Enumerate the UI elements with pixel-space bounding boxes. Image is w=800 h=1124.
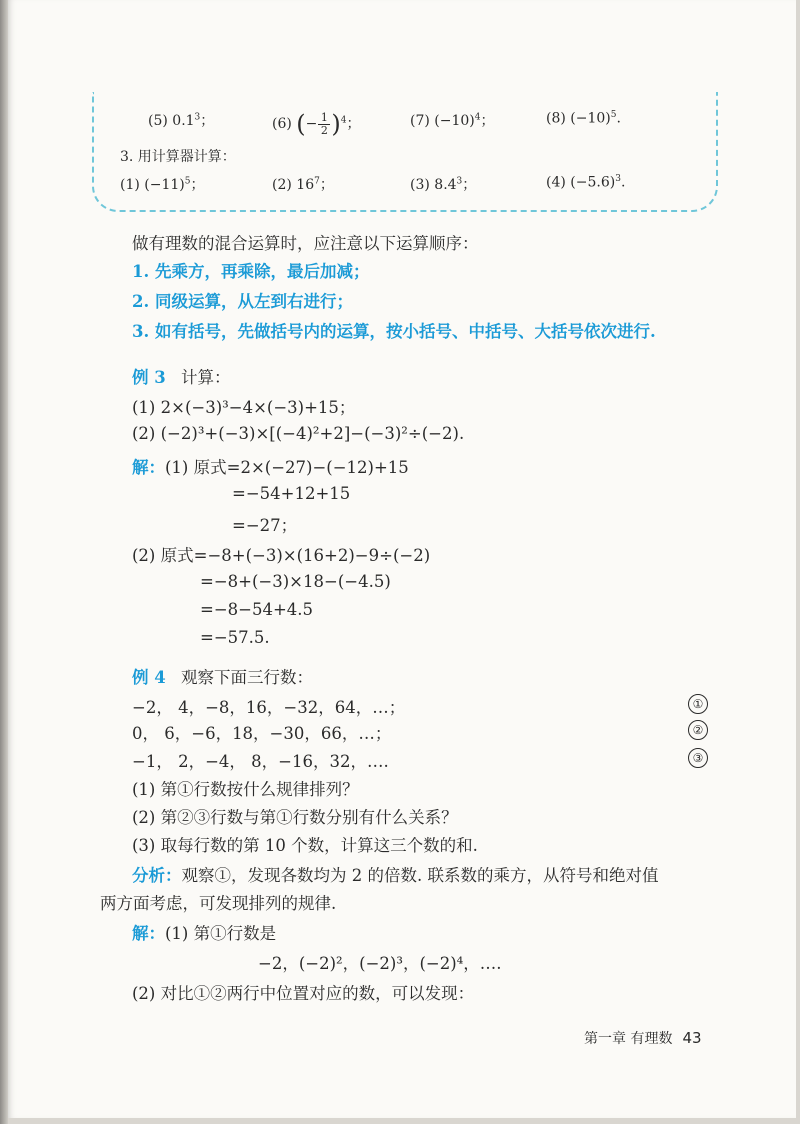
example-3-solution-1 [132,454,409,478]
rule-item-3: 3. 如有括号，先做括号内的运算，按小括号、中括号、大括号依次进行. [132,322,656,341]
exponent: 4 [474,112,481,123]
exercise-suffix: ； [200,113,215,129]
exponent: 7 [314,176,320,187]
example-3-s2-line-3: =−8−54+4.5 [200,600,314,619]
fraction-numerator: 1 [320,110,328,124]
exercise-row-1-item-1 [148,110,214,130]
example-4-solution-1 [132,920,276,944]
row-marker-2: ② [688,720,708,740]
example-3-label: 例 3 [132,368,166,387]
example-3-heading [132,364,230,388]
paren-open: ( [296,110,306,138]
example-4-analysis-line-1 [132,862,658,886]
fraction-denominator: 2 [320,123,328,137]
rule-item-2: 2. 同级运算，从左到右进行； [132,292,353,311]
example-3-s2-line-2: =−8+(−3)×18−(−4.5) [200,572,391,591]
page-footer [584,1028,702,1048]
example-4-title: 观察下面三行数： [180,668,313,687]
rule-item-1: 1. 先乘方，再乘除，最后加减； [132,262,370,281]
example-3-s1-line-2: =−54+12+15 [232,484,351,503]
example-3-q2: (2) (−2)³+(−3)×[(−4)²+2]−(−3)²÷(−2). [132,424,465,443]
exercise-row-1-item-2 [272,110,361,138]
exercise-suffix: ； [462,177,477,193]
page-binding-shadow [0,0,8,1124]
exercise-base: 16 [296,177,315,193]
exercise-suffix: . [616,110,621,127]
example-4-analysis-line-2: 两方面考虑，可发现排列的规律. [100,894,337,913]
exercise-suffix: ； [480,113,495,129]
exponent: 5 [610,110,617,120]
exercise-label: (7) [410,113,435,129]
example-4-question-3: (3) 取每行数的第 10 个数，计算这三个数的和. [132,836,478,855]
sequence-row-1: −2， 4，−8，16，−32，64，…； [132,698,406,717]
exercise-label: (4) [546,174,571,191]
example-4-heading [132,664,313,688]
exponent: 4 [340,115,347,126]
exercise-row-1-item-3 [410,110,494,130]
exercise-row-2-item-1 [120,174,204,194]
fraction [318,112,330,137]
exponent: 3 [615,174,621,184]
exercise-suffix: ； [190,177,205,193]
chapter-title: 第一章 有理数 [584,1031,673,1047]
example-3-sol-label: 解： [132,458,165,477]
exercise-label: (3) [410,177,435,193]
exercise-row-2-item-4 [546,174,625,191]
minus-sign: − [305,116,318,132]
exercise-label: (5) [148,113,173,129]
page-number: 43 [682,1029,702,1047]
exercise-base: (−5.6) [570,174,616,191]
exercise-row-1-item-4 [546,110,621,127]
example-3-s2-line-4: =−57.5. [200,628,270,647]
row-marker-1: ① [688,694,708,714]
example-3-q1: (1) 2×(−3)³−4×(−3)+15； [132,398,356,417]
exercise-suffix: ； [319,177,334,193]
example-3-s1-line-3: =−27； [232,516,298,535]
paren-close: ) [331,110,341,138]
example-3-s2-line-1: (2) 原式=−8+(−3)×(16+2)−9÷(−2) [132,546,431,565]
exponent: 3 [194,112,201,123]
sequence-row-2: 0， 6，−6，18，−30，66，…； [132,724,392,743]
exercise-label: (2) [272,177,297,193]
example-4-analysis-text-1: 观察①，发现各数均为 2 的倍数. 联系数的乘方，从符号和绝对值 [181,866,659,885]
exercise-suffix: . [620,174,626,191]
rules-intro: 做有理数的混合运算时，应注意以下运算顺序： [132,234,479,253]
exercise-base: 8.4 [434,177,457,193]
exercise-suffix: ； [346,116,361,132]
exponent: 3 [456,176,463,187]
example-4-sol-label: 解： [132,924,165,943]
example-4-question-1: (1) 第①行数按什么规律排列？ [132,780,359,799]
exercise-q3-title: 3. 用计算器计算： [120,149,236,165]
exercise-base: 0.1 [172,113,195,129]
example-4-analysis-label: 分析： [132,866,182,885]
example-4-question-2: (2) 第②③行数与第①行数分别有什么关系？ [132,808,458,827]
exercise-row-2-item-3 [410,174,476,194]
exercise-label: (1) [120,177,145,193]
row-marker-3: ③ [688,748,708,768]
exercise-base: (−10) [570,110,611,127]
exercise-row-2-item-2 [272,174,334,194]
sequence-row-3: −1， 2，−4， 8，−16，32，…. [132,752,389,771]
example-3-title: 计算： [180,368,231,387]
exercise-base: (−10) [434,113,475,129]
example-3-s1-line-1: (1) 原式=2×(−27)−(−12)+15 [165,458,409,477]
exercise-base: (−11) [144,177,185,193]
exercise-label: (6) [272,116,297,132]
example-4-solution-2: (2) 对比①②两行中位置对应的数，可以发现： [132,984,475,1003]
exercise-label: (8) [546,110,571,127]
example-4-s1-sequence: −2，(−2)²，(−2)³，(−2)⁴，…. [258,954,502,973]
exponent: 5 [184,176,191,187]
example-4-s1-text: (1) 第①行数是 [165,924,277,943]
example-4-label: 例 4 [132,668,166,687]
